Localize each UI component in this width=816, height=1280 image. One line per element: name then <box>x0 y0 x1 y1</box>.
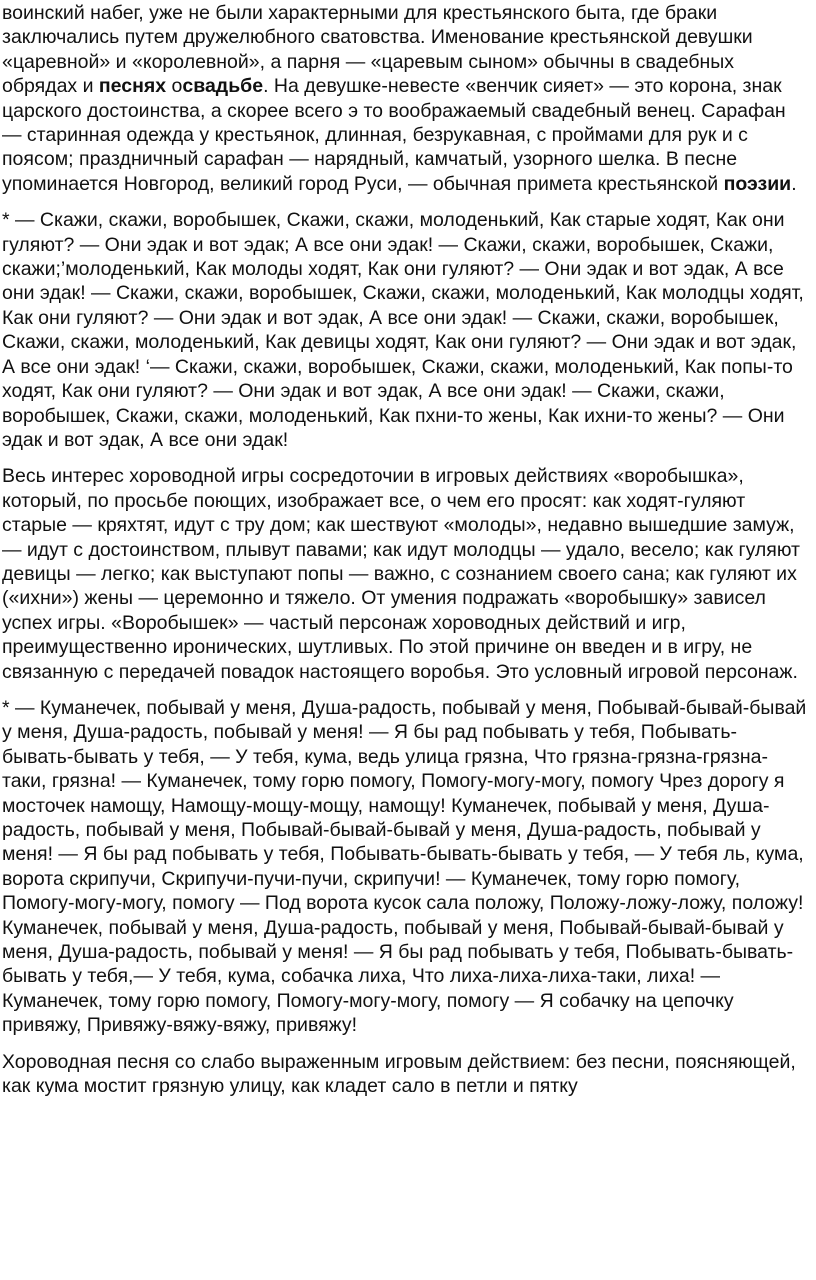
bold-term-wedding: свадьбе <box>182 75 264 98</box>
bold-term-songs: песнях <box>98 75 167 98</box>
paragraph-intro-wedding <box>2 1 808 196</box>
text-segment: * — Скажи, скажи, воробышек, Скажи, скажи, молоденький, Как старые ходят, Как они гуляют? — Они эдак и вот эдак; А все они эдак! — Скажи, скажи, воробышек, Скажи, скажи;’молоденький, Как молоды ходят, Как они гуляют? — Они эдак и вот эдак, А все они эдак! — Скажи, скажи, воробышек, Скажи, скажи, молоденький, Как молодцы ходят, Как они гуляют? — Они эдак и вот эдак, А все они эдак! — Скажи, скажи, воробышек, Скажи, скажи, молоденький, Как девицы ходят, Как они гуляют? — Они эдак и вот эдак, А все они эдак! ‘— Скажи, скажи, воробышек, Скажи, скажи, молоденький, Как попы-то ходят, Как они гуляют? — Они эдак и вот эдак, А все они эдак! — Скажи, скажи, воробышек, Скажи, скажи, молоденький, Как пхни-то жены, Как ихни-то жены? — Они эдак и вот эдак, А все они эдак! <box>2 209 804 451</box>
paragraph-commentary-vorobyshek <box>2 464 808 684</box>
text-segment: * — Куманечек, побывай у меня, Душа-радость, побывай у меня, Побывай-бывай-бывай у меня, Душа-радость, побывай у меня! — Я бы рад побывать у тебя, Побывать-бывать-бывать у тебя, — У тебя, кума, ведь улица грязна, Что грязна-грязна-грязна-таки, грязна! — Куманечек, тому горю помогу, Помогу-могу-могу, помогу Чрез дорогу я мосточек намощу, Намощу-мощу-мощу, намощу! Куманечек, побывай у меня, Душа-радость, побывай у меня, Побывай-бывай-бывай у меня, Душа-радость, побывай у меня! — Я бы рад побывать у тебя, Побывать-бывать-бывать у тебя, — У тебя ль, кума, ворота скрипучи, Скрипучи-пучи-пучи, скрипучи! — Куманечек, тому горю помогу, Помогу-могу-могу, помогу — Под ворота кусок сала положу, Положу-ложу-ложу, положу! Куманечек, побывай у меня, Душа-радость, побывай у меня, Побывай-бывай-бывай у меня, Душа-радость, побывай у меня! — Я бы рад побывать у тебя, Побывать-бывать-бывать у тебя,— У тебя, кума, собачка лиха, Что лиха-лиха-лиха-таки, лиха! — Куманечек, тому горю помогу, Помогу-могу-могу, помогу — Я собачку на цепочку привяжу, Привяжу-вяжу-вяжу, привяжу! <box>2 696 807 1037</box>
text-segment: Весь интерес хороводной игры сосредоточии в игровых действиях «воробышка», который, по просьбе поющих, изображает все, о чем его просят: как ходят-гуляют старые — кряхтят, идут с тру дом; как шествуют «молоды», недавно вышедшие замуж, — идут с достоинством, плывут павами; как идут молодцы — удало, весело; как гуляют девицы — легко; как выступают попы — важно, с сознанием своего сана; как гуляют их («ихни») жены — церемонно и тяжело. От умения подражать «воробышку» зависел успех игры. «Воробышек» — частый персонаж хороводных действий и игр, преимущественно иронических, шутливых. По этой причине он введен и в игру, не связанную с передачей повадок настоящего воробья. Это условный игровой персонаж. <box>2 465 800 683</box>
text-segment: . <box>791 172 797 195</box>
paragraph-song-kumanechek <box>2 696 808 1038</box>
paragraph-commentary-khorovod <box>2 1050 808 1099</box>
text-segment: о <box>166 75 183 98</box>
text-segment: воинский набег, уже не были характерными для крестьянского быта, где браки заключались путем дружелюбного сватовства. Именование крестьянской девушки «царевной» и «королевной», а парня — «царевым сыном» обычны в свадебных обрядах и <box>2 2 753 98</box>
text-segment: Хороводная песня со слабо выраженным игровым действием: без песни, поясняющей, как кума мостит грязную улицу, как кладет сало в петли и пятку <box>2 1050 796 1098</box>
document-page <box>0 1 816 1280</box>
text-segment: . На девушке-невесте «венчик сияет» — это корона, знак царского достоинства, а скорее всего э то воображаемый свадебный венец. Сарафан — старинная одежда у крестьянок, длинная, безрукавная, с проймами для рук и с поясом; праздничный сарафан — нарядный, камчатый, узорного шелка. В песне упоминается Новгород, великий город Руси, — обычная примета крестьянской <box>2 75 786 195</box>
bold-term-poetry: поэзии <box>723 172 792 195</box>
paragraph-song-vorobyshek <box>2 208 808 452</box>
